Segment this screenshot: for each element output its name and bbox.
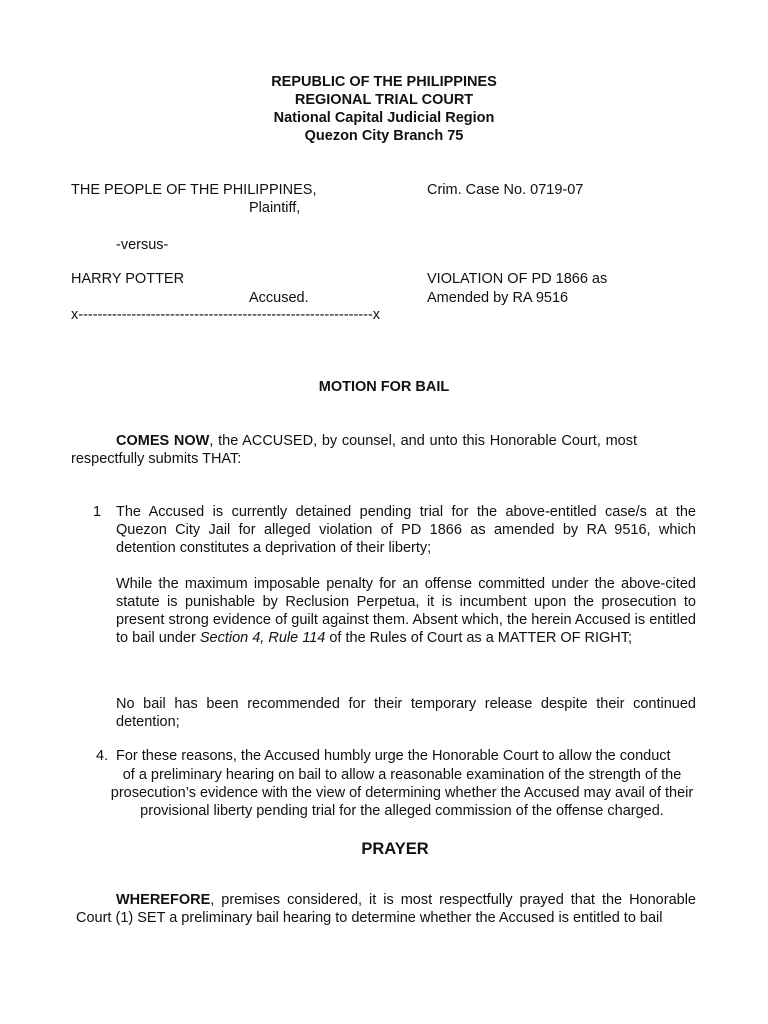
item-3-text: No bail has been recommended for their temporary release despite their continued detention;	[116, 696, 696, 730]
item-1-text: The Accused is currently detained pending trial for the above-entitled case/s at the Quezon City Jail for alleged violation of PD 1866 as amended by RA 9516, which detention constitutes a deprivation of their liberty;	[116, 504, 696, 556]
header-branch: Quezon City Branch 75	[304, 128, 464, 144]
prayer-heading: PRAYER	[361, 840, 429, 858]
court-header	[0, 73, 768, 145]
item-1-number: 1	[93, 504, 102, 520]
plaintiff-name: THE PEOPLE OF THE PHILIPPINES,	[71, 182, 317, 198]
plaintiff-role: Plaintiff,	[249, 200, 301, 216]
item-4-rest: of a preliminary hearing on bail to allow a reasonable examination of the strength of the prosecution’s evidence with the view of determining whether the Accused may avail of their provisional liberty pending trial for the alleged commission of the offense charged.	[110, 767, 694, 819]
case-number: Crim. Case No. 0719-07	[427, 182, 584, 198]
intro-paragraph	[71, 432, 637, 468]
prayer-text: , premises considered, it is most respectfully prayed that the Honorable Court (1) SET a preliminary bail hearing to determine whether the Accused is entitled to bail	[76, 892, 696, 926]
prayer-wherefore: WHEREFORE	[116, 892, 211, 908]
versus-label: -versus-	[116, 237, 169, 253]
intro-text: , the ACCUSED, by counsel, and unto this Honorable Court, most respectfully submits THAT:	[71, 433, 638, 467]
header-region: National Capital Judicial Region	[273, 110, 495, 126]
violation-line-1: VIOLATION OF PD 1866 as	[427, 271, 608, 287]
item-2-after: of the Rules of Court as a MATTER OF RIGHT;	[325, 630, 633, 646]
item-4-first-line: For these reasons, the Accused humbly urge the Honorable Court to allow the conduct	[116, 748, 671, 764]
header-republic: REPUBLIC OF THE PHILIPPINES	[271, 74, 497, 90]
motion-title: MOTION FOR BAIL	[318, 379, 450, 395]
prayer-paragraph	[76, 891, 696, 927]
header-court: REGIONAL TRIAL COURT	[294, 92, 474, 108]
item-2-text	[116, 575, 696, 647]
caption-separator: x-------------------------------------------------------------x	[71, 307, 381, 323]
intro-comes-now: COMES NOW	[116, 433, 210, 449]
violation-line-2: Amended by RA 9516	[427, 290, 569, 306]
accused-name: HARRY POTTER	[71, 271, 185, 287]
accused-role: Accused.	[249, 290, 309, 306]
item-2-citation: Section 4, Rule 114	[199, 630, 326, 646]
item-4-number: 4.	[96, 748, 109, 764]
item-2-before: While the maximum imposable penalty for an offense committed under the above-cited statute is punishable by Reclusion Perpetua, it is incumbent upon the prosecution to present strong evidence of guilt against them. Absent which, the herein Accused is entitled to bail under	[116, 576, 696, 646]
